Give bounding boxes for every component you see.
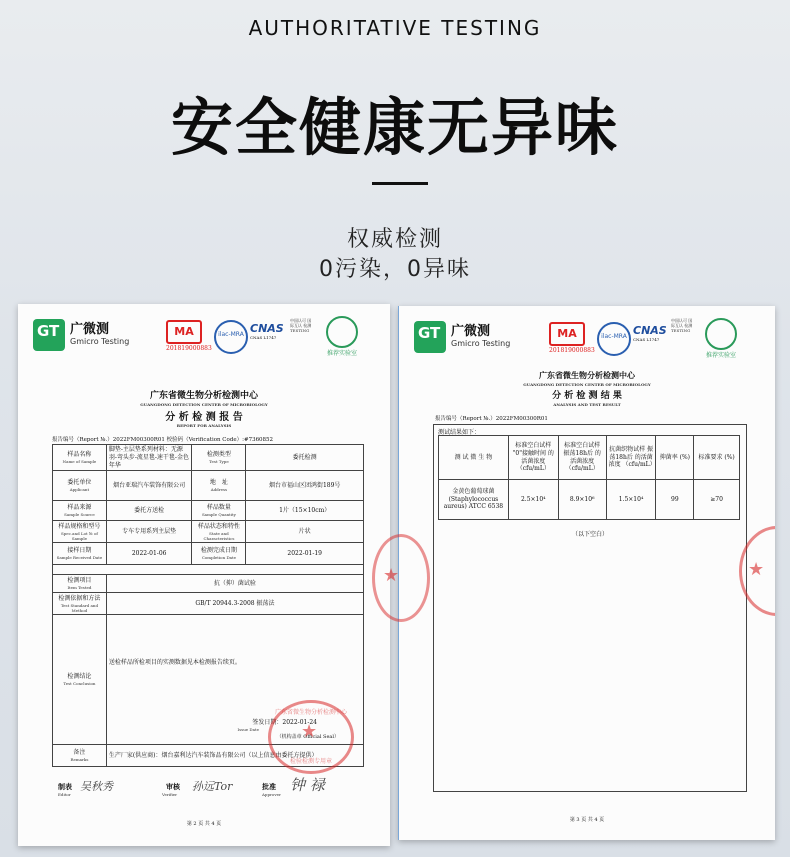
table-row: 样品名称 Name of Sample 脚垫-主层垫系列材料：无源羽-弯头步-流星毯-速干毯-金色年华 检测类型 Test Type 委托检测	[53, 445, 364, 471]
seal-text: 广东省微生物分析检测中心	[274, 709, 347, 716]
cma-number: 201819000883	[166, 345, 212, 352]
seal-subtext: 检验检测专用章	[289, 758, 332, 765]
brand-logo	[33, 319, 129, 351]
issue-date-en: Issue Date	[237, 727, 259, 733]
brand-logo	[414, 321, 510, 353]
table-row: 检测依据和方法 Test Standard and Method GB/T 20944.3-2008 振荡法	[53, 593, 364, 615]
cnas-side-text: 中国认可 国际互认 检测 TESTING	[671, 318, 693, 333]
approver-label: 批准	[262, 782, 276, 791]
title-divider	[372, 182, 428, 185]
doc-title-en: REPORT FOR ANALYSIS	[176, 423, 232, 428]
center-title: 广东省微生物分析检测中心	[539, 370, 635, 380]
editor-label: 制表	[58, 782, 72, 791]
analysis-result-page	[398, 306, 775, 840]
seal-note: （机构盖章 Official Seal）	[276, 733, 339, 740]
conclusion-text: 送检样品所检项目的实测数据见本检测报告续页。	[108, 659, 241, 667]
cma-number: 201819000883	[549, 347, 595, 354]
editor-signature: 吴秋秀	[80, 780, 113, 793]
center-title-en: GUANGDONG DETECTION CENTER OF MICROBIOLOGY	[523, 382, 651, 387]
approver-label-en: Approver	[262, 792, 281, 797]
doc-title: 分 析 检 测 报 告	[165, 412, 243, 423]
approver-signature: 钟 禄	[290, 776, 325, 794]
cnas-badge: CNAS CNAS L1747	[633, 324, 667, 342]
table-row: 检测结论 Test Conclusion 送检样品所检项目的实测数据见本检测报告续页。 签发日期：2022-01-24 Issue Date （机构盖章 Official Seal）	[53, 615, 364, 745]
table-row: 金黄色葡萄球菌 (Staphylococcus aureus) ATCC 6538 2.5×10⁴ 8.9×10⁶ 1.5×10⁴ 99 ≥70	[439, 480, 740, 520]
center-title-en: GUANGDONG DETECTION CENTER OF MICROBIOLOGY	[140, 402, 268, 407]
table-row: 接样日期 Sample Received Date 2022-01-06 检测完成日期 Completion Date 2022-01-19	[53, 543, 364, 565]
brand-name-en: Gmicro Testing	[451, 338, 511, 348]
results-frame	[433, 424, 747, 792]
table-row: 样品规格和型号 Spec.and Lot № of Sample 专车专用系列主层垫 样品状态和特性 State and Characteristics 片状	[53, 521, 364, 543]
header-note-2: 0污染，0异味	[319, 257, 471, 282]
official-seal-edge	[372, 534, 430, 622]
verifier-label: 审核	[166, 782, 180, 791]
report-number: 报告编号（Report №.）2022FM00300R01 校验码（Verification Code）:#7360852	[52, 437, 274, 443]
gt-logo-icon: GT	[414, 321, 446, 353]
seal-star-icon: ★	[748, 559, 765, 580]
page-number: 第 2 页 共 4 页	[186, 821, 222, 827]
cma-badge: MA 201819000883	[549, 322, 595, 354]
report-number: 报告编号（Report №.）2022FM00300R01	[435, 416, 548, 422]
header-subtitle: AUTHORITATIVE TESTING	[248, 16, 542, 40]
section-label: 测试结果如下：	[438, 429, 481, 436]
table-row: 检测项目 Item Tested 抗（抑）菌试验	[53, 575, 364, 593]
doc-title-en: ANALYSIS AND TEST RESULT	[553, 402, 621, 407]
table-row: 委托单位 Applicant 烟台亚瑞汽车装饰有限公司 地 址 Address 烟台市福山区团鸿街189号	[53, 471, 364, 501]
page-title: 安全健康无异味	[170, 91, 619, 164]
recommended-lab-icon: 推荐实验室	[705, 318, 737, 359]
seal-star-icon: ★	[301, 721, 318, 742]
analysis-report-page	[18, 304, 390, 846]
cma-badge: MA 201819000883	[166, 320, 212, 352]
recommended-lab-icon: 推荐实验室	[326, 316, 358, 357]
header-note-1: 权威检测	[346, 227, 443, 252]
official-seal	[268, 700, 354, 774]
ilac-mra-icon: ilac-MRA	[597, 322, 631, 356]
page-number: 第 3 页 共 4 页	[569, 817, 605, 823]
table-header-row: 测 试 微 生 物 标准空白试样 "0"接触时间 的活菌浓度 （cfu/mL） 标准空白试样 振荡18h后 的活菌浓度 （cfu/mL） 抗菌织物试样 振荡18h后 的活菌浓度 （cfu/mL） 抑菌率 (%) 标准要求 (%)	[439, 436, 740, 480]
table-row: 备注 Remarks 生产厂家(供应商)：烟台嘉利达汽车装饰品有限公司（以上信息由委托方提供）	[53, 745, 364, 767]
verifier-signature: 孙远Tor	[192, 780, 233, 793]
issue-date: 签发日期：2022-01-24	[252, 718, 317, 726]
end-note: （以下空白）	[571, 531, 608, 538]
verifier-label-en: Verifier	[162, 792, 178, 797]
gt-logo-icon: GT	[33, 319, 65, 351]
table-row: 样品来源 Sample Source 委托方送检 样品数量 Sample Quantity 1片（15×10cm）	[53, 501, 364, 521]
results-table	[438, 435, 740, 520]
ilac-mra-icon: ilac-MRA	[214, 320, 248, 354]
brand-name-cn: 广微测	[451, 324, 491, 340]
brand-name-en: Gmicro Testing	[70, 336, 130, 346]
editor-label-en: Editor	[58, 792, 71, 797]
seal-star-icon: ★	[383, 565, 400, 586]
brand-name-cn: 广微测	[70, 322, 110, 338]
center-title: 广东省微生物分析检测中心	[149, 391, 258, 401]
doc-title: 分 析 检 测 结 果	[552, 391, 622, 401]
cnas-side-text: 中国认可 国际互认 检测 TESTING	[290, 318, 312, 333]
cnas-badge: CNAS CNAS L1747	[250, 322, 284, 340]
